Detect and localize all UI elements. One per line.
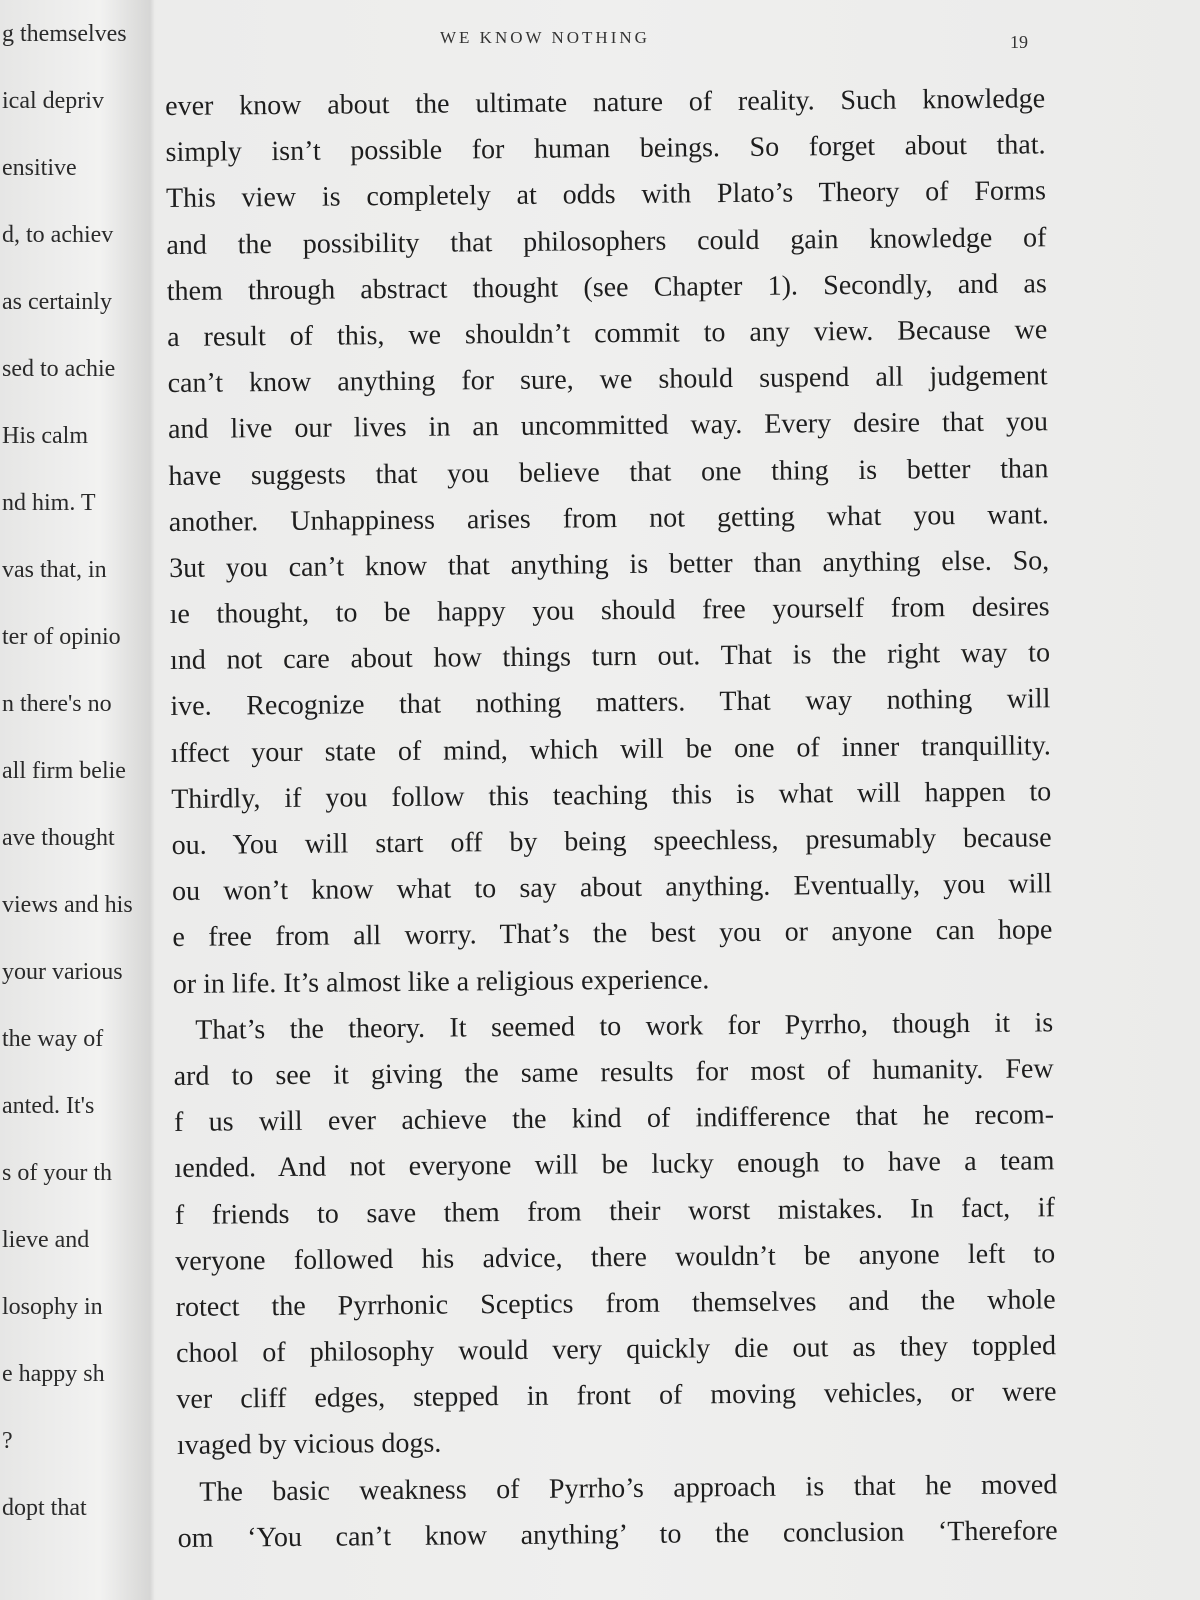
left-page-fragment: e happy sh (2, 1361, 105, 1387)
left-page-fragment: lieve and (2, 1227, 90, 1253)
text-line: That’s the theory. It seemed to work for Pyrrho, though it is (195, 1007, 1054, 1046)
text-line: and live our lives in an uncommitted way. Every desire that you (167, 406, 1049, 446)
left-page-fragment: all firm belie (2, 758, 126, 784)
left-page-fragment: anted. It's (2, 1093, 95, 1119)
text-line: can’t know anything for sure, we should suspend all judgement (167, 360, 1048, 400)
text-line: This view is completely at odds with Plato’s Theory of Forms (165, 175, 1047, 215)
text-line: ard to see it giving the same results for most of humanity. Few (173, 1053, 1054, 1092)
text-line: ınd not care about how things turn out. That is the right way to (169, 637, 1051, 677)
text-line: ıe thought, to be happy you should free yourself from desires (169, 591, 1050, 631)
text-line: The basic weakness of Pyrrho’s approach is that he moved (199, 1468, 1058, 1508)
text-line: veryone followed his advice, there wouldn’t be anyone left to (175, 1237, 1056, 1277)
text-line: them through abstract thought (see Chapter 1). Secondly, and as (166, 268, 1047, 307)
page-body-text (165, 76, 1058, 1562)
left-page-fragment: sed to achie (2, 356, 116, 382)
text-line: ive. Recognize that nothing matters. That way nothing will (170, 683, 1051, 723)
text-line: Thirdly, if you follow this teaching this is what will happen to (171, 776, 1052, 815)
left-page-fragment: dopt that (2, 1495, 87, 1521)
text-line: another. Unhappiness arises from not getting what you want. (168, 498, 1049, 538)
left-page-fragment: ensitive (2, 155, 77, 181)
text-line: a result of this, we shouldn’t commit to any view. Because we (167, 314, 1048, 353)
left-page-fragment: ter of opinio (2, 624, 121, 650)
text-line: chool of philosophy would very quickly die out as they toppled (175, 1330, 1057, 1370)
left-page-fragment: s of your th (2, 1160, 112, 1186)
text-line: f us will ever achieve the kind of indifference that he recom- (173, 1099, 1055, 1139)
text-line: e free from all worry. That’s the best you or anyone can hope (172, 914, 1053, 954)
text-line: have suggests that you believe that one thing is better than (168, 452, 1049, 492)
text-line: or in life. It’s almost like a religious experience. (172, 963, 710, 1000)
left-page-fragment: n there's no (2, 691, 112, 717)
text-line: f friends to save them from their worst mistakes. In fact, if (174, 1191, 1055, 1231)
left-page-fragment: His calm (2, 423, 88, 449)
text-line: ıffect your state of mind, which will be one of inner tranquillity. (170, 729, 1051, 769)
left-page-fragment: as certainly (2, 289, 112, 315)
text-line: ıended. And not everyone will be lucky enough to have a team (174, 1145, 1055, 1185)
text-line: om ‘You can’t know anything’ to the conclusion ‘Therefore (177, 1515, 1058, 1554)
text-line: and the possibility that philosophers could gain knowledge of (166, 221, 1047, 261)
text-line: ever know about the ultimate nature of reality. Such knowledge (165, 83, 1046, 122)
left-page-fragment: views and his (2, 892, 133, 918)
left-page-fragment: the way of (2, 1026, 104, 1052)
left-page-fragment: losophy in (2, 1294, 103, 1320)
left-page-fragment: ? (2, 1428, 13, 1454)
text-line: simply isn’t possible for human beings. So forget about that. (165, 129, 1046, 169)
left-page-fragment: d, to achiev (2, 222, 114, 248)
text-line: 3ut you can’t know that anything is better than anything else. So, (169, 545, 1050, 584)
left-page-fragment: ave thought (2, 825, 115, 851)
running-title: WE KNOW NOTHING (440, 28, 650, 47)
text-line: ver cliff edges, stepped in front of moving vehicles, or were (176, 1376, 1057, 1416)
text-line: ıvaged by vicious dogs. (176, 1428, 442, 1462)
left-page-fragment: vas that, in (2, 557, 107, 583)
page-number: 19 (1010, 32, 1028, 52)
left-page-fragment: g themselves (2, 21, 127, 47)
text-line: ou. You will start off by being speechless, presumably because (171, 822, 1052, 861)
text-line: ou won’t know what to say about anything. Eventually, you will (171, 868, 1053, 908)
left-page-fragment: nd him. T (2, 490, 96, 516)
text-line: rotect the Pyrrhonic Sceptics from themselves and the whole (175, 1284, 1056, 1323)
left-page-fragment: your various (2, 959, 123, 985)
left-page-edge (0, 0, 155, 1600)
left-page-fragment: ical depriv (2, 88, 104, 114)
